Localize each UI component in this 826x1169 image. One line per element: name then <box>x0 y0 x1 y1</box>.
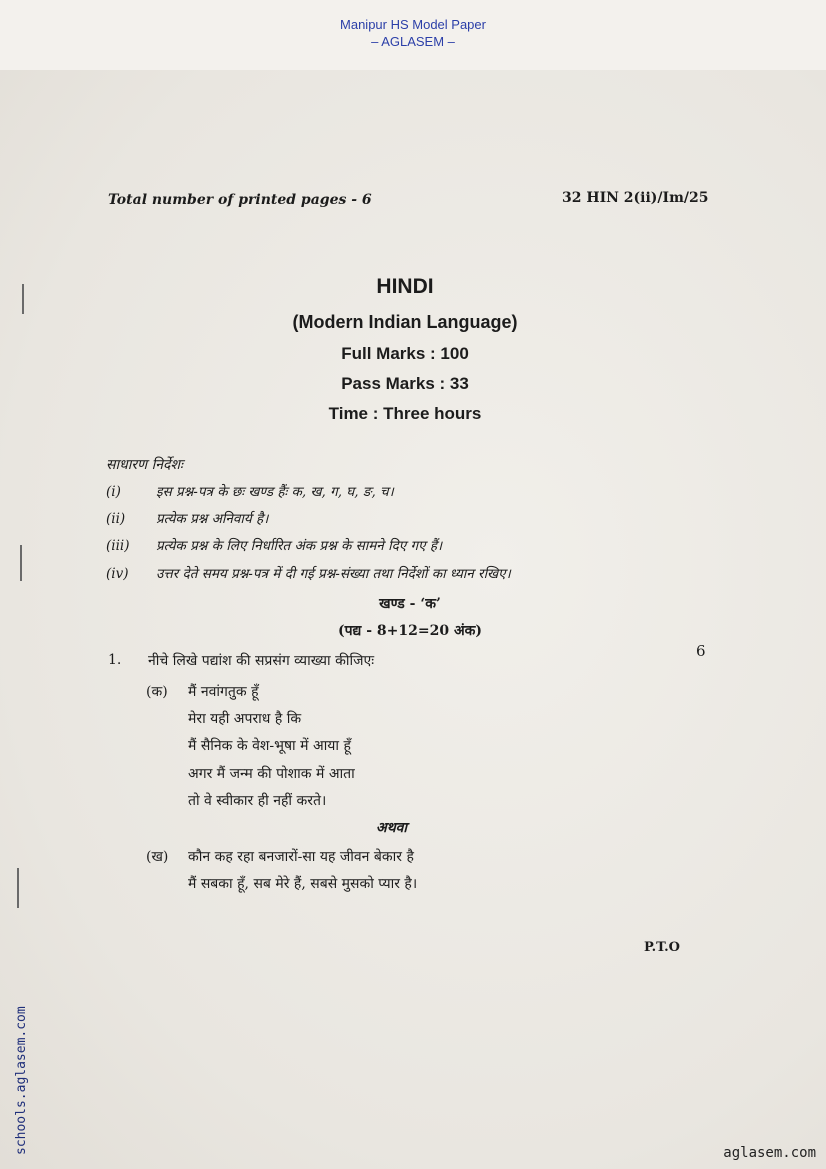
time-allowed: Time : Three hours <box>328 404 482 423</box>
pto-label: P.T.O <box>644 940 680 955</box>
full-marks: Full Marks : 100 <box>341 344 469 363</box>
instruction-item <box>106 509 268 527</box>
margin-mark <box>22 284 24 314</box>
site-header <box>0 16 826 50</box>
section-marks: (पद्य - 8+12=20 अंक) <box>337 623 483 639</box>
subject-title: HINDI <box>376 275 434 298</box>
poem-line: तो वे स्वीकार ही नहीं करते। <box>188 793 327 809</box>
instruction-item <box>106 564 511 582</box>
or-separator: अथवा <box>376 820 408 836</box>
poem-line: मेरा यही अपराध है कि <box>188 711 302 727</box>
side-watermark-url: schools.aglasem.com <box>14 1006 29 1155</box>
site-header-line2: – AGLASEM – <box>371 34 455 49</box>
option-ka-label: (क) <box>146 684 168 700</box>
poem-line: मैं नवांगतुक हूँ <box>188 684 259 700</box>
instruction-number: (iv) <box>106 566 129 582</box>
question-text: नीचे लिखे पद्यांश की सप्रसंग व्याख्या कीजिएः <box>148 653 375 669</box>
instruction-text: प्रत्येक प्रश्न के लिए निर्धारित अंक प्रश्न के सामने दिए गए हैं। <box>156 538 443 554</box>
poem-line: मैं सैनिक के वेश-भूषा में आया हूँ <box>188 738 351 754</box>
margin-mark <box>20 545 22 581</box>
instruction-item <box>106 482 394 500</box>
question-number: 1. <box>108 652 122 668</box>
instruction-text: इस प्रश्न-पत्र के छः खण्ड हैंः क, ख, ग, घ, ङ, च। <box>156 484 394 500</box>
instruction-number: (i) <box>106 484 121 500</box>
scanned-page <box>0 70 826 1169</box>
poem-line: मैं सबका हूँ, सब मेरे हैं, सबसे मुसको प्यार है। <box>188 876 418 892</box>
instruction-number: (ii) <box>106 511 126 527</box>
instruction-text: उत्तर देते समय प्रश्न-पत्र में दी गई प्रश्न-संख्या तथा निर्देशों का ध्यान रखिए। <box>156 566 511 582</box>
section-title: खण्ड - ‘क’ <box>379 596 441 612</box>
footer-url: aglasem.com <box>723 1145 816 1161</box>
instruction-item <box>106 536 442 554</box>
margin-mark <box>17 868 19 908</box>
paper-code: 32 HIN 2(ii)/Im/25 <box>562 190 709 206</box>
question-marks: 6 <box>696 642 706 660</box>
instruction-number: (iii) <box>106 538 130 554</box>
poem-line: कौन कह रहा बनजारों-सा यह जीवन बेकार है <box>188 849 414 865</box>
poem-line: अगर मैं जन्म की पोशाक में आता <box>188 766 355 782</box>
instruction-text: प्रत्येक प्रश्न अनिवार्य है। <box>156 511 269 527</box>
site-header-line1: Manipur HS Model Paper <box>340 17 486 32</box>
instructions-heading: साधारण निर्देशः <box>106 457 183 473</box>
subject-subtitle: (Modern Indian Language) <box>292 312 518 332</box>
pass-marks: Pass Marks : 33 <box>341 374 469 393</box>
option-kha-label: (ख) <box>146 849 169 865</box>
total-pages-text: Total number of printed pages - 6 <box>108 192 372 208</box>
